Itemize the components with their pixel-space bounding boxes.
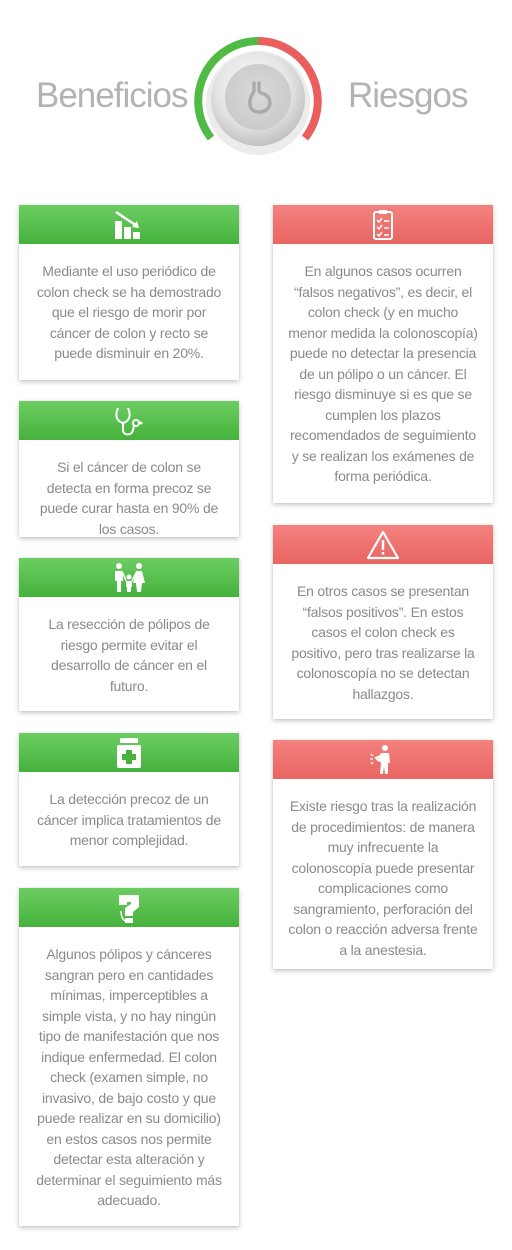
risk-text: En otros casos se presentan “falsos positivos”. En estos casos el colon check es positivo, pero tras realizarse la colonoscopía no se detectan hallazgos. <box>291 583 475 702</box>
benefit-card <box>19 401 239 537</box>
benefit-card-header <box>19 888 239 927</box>
benefit-card-header <box>19 558 239 597</box>
medicine-bottle-icon <box>112 737 146 769</box>
benefit-text: La detección precoz de un cáncer implica tratamientos de menor complejidad. <box>37 791 221 848</box>
risk-card-header <box>273 525 493 564</box>
declining-chart-icon <box>112 209 146 241</box>
benefit-card <box>19 733 239 866</box>
family-icon <box>112 562 146 594</box>
abdominal-pain-person-icon <box>366 744 400 776</box>
risk-card <box>273 205 493 503</box>
benefit-card-header <box>19 733 239 772</box>
warning-triangle-icon <box>366 529 400 561</box>
risk-card <box>273 525 493 719</box>
risk-card-header <box>273 205 493 244</box>
risk-card-header <box>273 740 493 779</box>
benefit-text: Mediante el uso periódico de colon check se ha demostrado que el riesgo de morir por cáncer de colon y recto se puede disminuir en 20%. <box>36 263 222 361</box>
benefit-text: Si el cáncer de colon se detecta en forma precoz se puede curar hasta en 90% de los casos. <box>39 459 219 537</box>
benefit-text: La resección de pólipos de riesgo permite evitar el desarrollo de cáncer en el futuro. <box>48 616 210 694</box>
risks-heading: Riesgos <box>348 76 468 115</box>
benefit-card <box>19 205 239 380</box>
stethoscope-icon <box>112 405 146 437</box>
clipboard-checklist-icon <box>366 209 400 241</box>
benefits-heading: Beneficios <box>36 76 188 115</box>
risk-card <box>273 740 493 969</box>
stomach-gauge-icon <box>194 37 322 165</box>
benefit-card <box>19 888 239 1226</box>
risk-text: En algunos casos ocurren “falsos negativos”, es decir, el colon check (y en mucho menor medida la colonoscopía) puede no detectar la presencia de un pólipo o un cáncer. El riesgo disminuye si es que se cumplen los plazos recomendados de seguimiento y se realizan los exámenes de forma periódica. <box>288 263 478 484</box>
risk-text: Existe riesgo tras la realización de procedimientos: de manera muy infrecuente la colonoscopía puede presentar complicaciones como sangramiento, perforación del colon o reacción adversa frente a la anestesia. <box>288 798 478 958</box>
question-icon <box>112 892 146 924</box>
benefit-text: Algunos pólipos y cánceres sangran pero en cantidades mínimas, imperceptibles a simple vista, y no hay ningún tipo de manifestación que nos indique enfermedad. El colon check (examen simple, no invasivo, de bajo costo y que puede realizar en su domicilio) en estos casos nos permite detectar esta alteración y determinar el seguimiento más adecuado. <box>36 946 222 1208</box>
benefit-card-header <box>19 401 239 440</box>
benefit-card-header <box>19 205 239 244</box>
benefit-card <box>19 558 239 711</box>
